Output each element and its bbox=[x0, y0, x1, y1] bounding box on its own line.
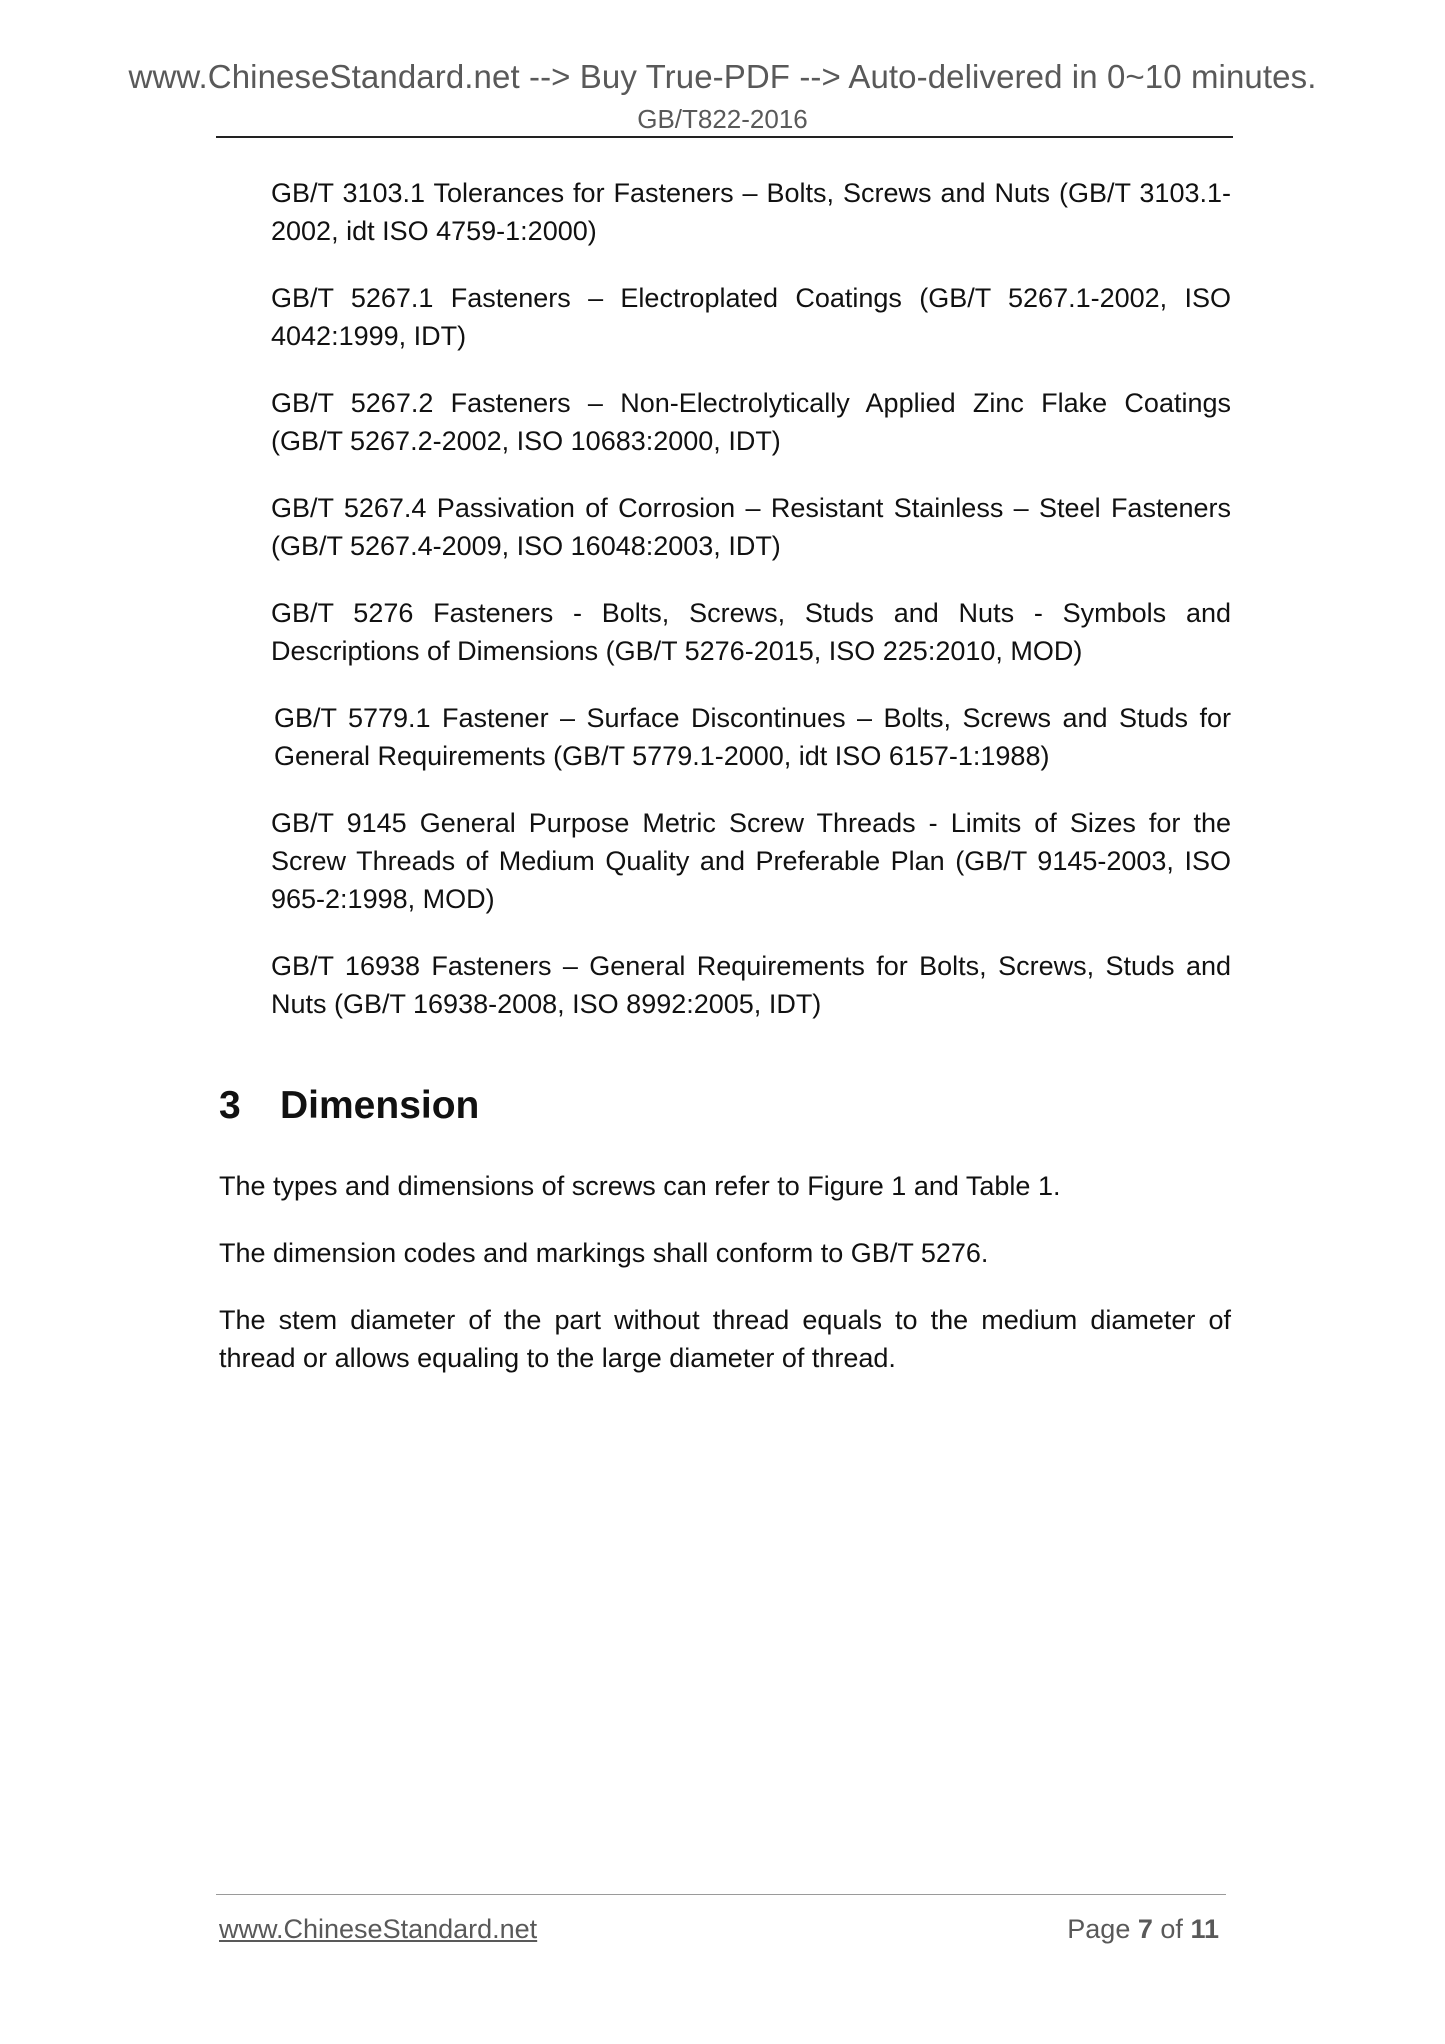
reference-item: GB/T 5276 Fasteners - Bolts, Screws, Studs and Nuts - Symbols and Descriptions of Dimensions (GB/T 5276-2015, ISO 225:2010, MOD) bbox=[271, 598, 1231, 666]
reference-item: GB/T 5267.1 Fasteners – Electroplated Coatings (GB/T 5267.1-2002, ISO 4042:1999, IDT) bbox=[271, 283, 1231, 351]
page-current: 7 bbox=[1137, 1914, 1153, 1944]
page-label: Page bbox=[1067, 1914, 1131, 1944]
page-of: of bbox=[1160, 1914, 1183, 1944]
page-indicator bbox=[1067, 1914, 1219, 1945]
section-paragraph: The dimension codes and markings shall conform to GB/T 5276. bbox=[219, 1238, 989, 1268]
section-paragraph: The types and dimensions of screws can refer to Figure 1 and Table 1. bbox=[219, 1171, 1061, 1201]
section-paragraph: The stem diameter of the part without thread equals to the medium diameter of thread or allows equaling to the large diameter of thread. bbox=[219, 1305, 1231, 1373]
page-total: 11 bbox=[1190, 1914, 1219, 1944]
footer-divider bbox=[216, 1894, 1226, 1895]
reference-item: GB/T 9145 General Purpose Metric Screw Threads - Limits of Sizes for the Screw Threads of Medium Quality and Preferable Plan (GB/T 9145-2003, ISO 965-2:1998, MOD) bbox=[271, 808, 1231, 914]
section-heading bbox=[219, 1081, 1231, 1131]
footer-website-link[interactable]: www.ChineseStandard.net bbox=[219, 1914, 538, 1944]
reference-item: GB/T 5267.2 Fasteners – Non-Electrolytically Applied Zinc Flake Coatings (GB/T 5267.2-2002, ISO 10683:2000, IDT) bbox=[271, 388, 1231, 456]
reference-item: GB/T 5267.4 Passivation of Corrosion – Resistant Stainless – Steel Fasteners (GB/T 5267.4-2009, ISO 16048:2003, IDT) bbox=[271, 493, 1231, 561]
reference-item: GB/T 5779.1 Fastener – Surface Discontinues – Bolts, Screws and Studs for General Requirements (GB/T 5779.1-2000, idt ISO 6157-1:1988) bbox=[274, 703, 1231, 771]
header-divider bbox=[216, 136, 1233, 138]
reference-item: GB/T 16938 Fasteners – General Requirements for Bolts, Screws, Studs and Nuts (GB/T 16938-2008, ISO 8992:2005, IDT) bbox=[271, 951, 1231, 1019]
section-number: 3 bbox=[219, 1084, 241, 1127]
reference-item: GB/T 3103.1 Tolerances for Fasteners – Bolts, Screws and Nuts (GB/T 3103.1-2002, idt ISO 4759-1:2000) bbox=[271, 178, 1231, 246]
header-banner: www.ChineseStandard.net --> Buy True-PDF --> Auto-delivered in 0~10 minutes. bbox=[128, 58, 1317, 95]
section-title: Dimension bbox=[280, 1084, 480, 1127]
document-id: GB/T822-2016 bbox=[637, 104, 808, 134]
normative-references-list bbox=[271, 174, 1231, 1052]
section-dimension bbox=[219, 1081, 1231, 1406]
